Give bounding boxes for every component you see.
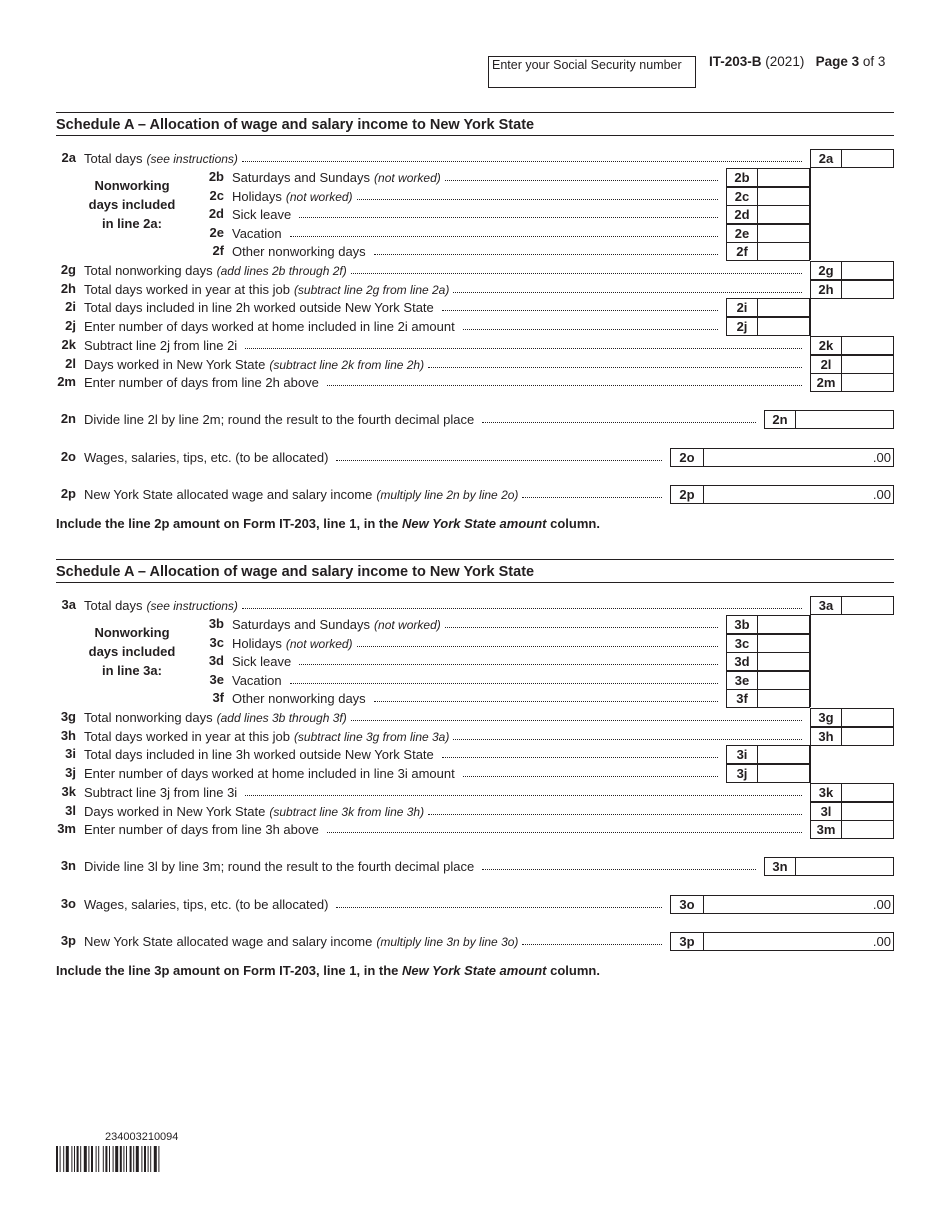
dot-leader [245,795,802,796]
dot-leader [463,329,718,330]
line-text: Subtract line 3j from line 3i [84,785,238,800]
nonworking-label: days included [88,644,176,659]
box-number: 3p [671,933,704,950]
line-text: New York State allocated wage and salary income [84,934,373,949]
entry-box[interactable] [810,280,894,299]
line-label [84,932,666,949]
line-note: (multiply line 3n by line 3o) [376,935,519,949]
schedule-title: Schedule A – Allocation of wage and salary income to New York State [56,564,894,583]
line-note: (see instructions) [146,599,238,613]
dot-leader [442,757,718,758]
line-text: Wages, salaries, tips, etc. (to be allocated) [84,897,329,912]
dot-leader [463,776,718,777]
entry-box[interactable] [810,596,894,615]
line-number: 3h [60,728,76,743]
line-text: Total days worked in year at this job [84,729,290,744]
line-text: Total days [84,151,143,166]
line-text: Enter number of days from line 2h above [84,375,319,390]
line-label [84,149,806,166]
entry-box[interactable] [726,242,810,261]
barcode-bar [56,1146,58,1172]
line-note: (subtract line 2k from line 2h) [269,358,425,372]
barcode-bar [71,1146,72,1172]
dot-leader [242,608,802,609]
barcode-bar [74,1146,75,1172]
entry-box[interactable] [726,168,810,187]
entry-box[interactable] [726,224,810,243]
line-text: Sick leave [232,654,292,669]
barcode-bar [154,1146,157,1172]
line-number: 3k [61,784,76,799]
dot-leader [445,627,718,628]
dot-leader [453,739,802,740]
line-number: 2o [60,449,76,464]
barcode-bar [80,1146,81,1172]
line-text: Enter number of days worked at home included in line 2i amount [84,319,455,334]
line-number: 2m [57,374,76,389]
line-number: 3d [208,653,224,668]
box-number: 3m [811,821,842,838]
box-number: 3l [811,803,842,820]
dot-leader [336,907,662,908]
line-label [84,410,760,427]
barcode-bar [63,1146,64,1172]
line-number: 2i [65,299,76,314]
dot-leader [290,236,718,237]
box-number: 3j [727,765,758,782]
line-text: Days worked in New York State [84,357,266,372]
line-number: 3l [65,803,76,818]
line-label [84,857,760,874]
line-label [84,783,806,800]
line-text: Saturdays and Sundays [232,170,371,185]
page-of: of 3 [862,54,886,69]
line-label [84,745,722,762]
dot-leader [445,180,718,181]
line-text: Vacation [232,673,282,688]
line-text: Saturdays and Sundays [232,617,371,632]
line-label [84,596,806,613]
form-id [709,54,885,69]
box-number: 3o [671,896,704,913]
form-number: IT-203-B [709,54,762,69]
entry-box[interactable] [810,783,894,802]
entry-box[interactable] [810,261,894,280]
line-text: Vacation [232,226,282,241]
barcode-bar [103,1146,104,1172]
line-note: (add lines 3b through 3f) [216,711,347,725]
box-number: 2j [727,318,758,335]
dot-leader [522,497,662,498]
line-number: 2h [60,281,76,296]
cents: .00 [872,897,891,912]
barcode-bar [66,1146,69,1172]
entry-box[interactable] [726,745,810,764]
entry-box[interactable] [726,671,810,690]
line-text: Total days included in line 3h worked outside New York State [84,747,434,762]
dot-leader [299,217,718,218]
line-note: (see instructions) [146,152,238,166]
barcode-bar [133,1146,134,1172]
line-label [232,634,722,651]
box-number: 3d [727,653,758,670]
line-note: (not worked) [285,637,353,651]
box-number: 3e [727,672,758,689]
line-label [84,280,806,297]
box-number: 3f [727,690,758,707]
line-label [84,336,806,353]
cents: .00 [872,934,891,949]
line-number: 3p [60,933,76,948]
barcode-bar [136,1146,139,1172]
entry-box[interactable] [726,298,810,317]
box-number: 3h [811,728,842,745]
box-number: 3k [811,784,842,801]
entry-box[interactable] [764,410,894,429]
ssn-placeholder: Enter your Social Security number [492,58,682,72]
box-number: 3b [727,616,758,633]
dot-leader [357,646,718,647]
line-text: Wages, salaries, tips, etc. (to be allocated) [84,450,329,465]
dot-leader [336,460,662,461]
entry-box[interactable] [670,895,894,914]
line-label [232,652,722,669]
line-number: 3m [57,821,76,836]
column-rule [810,298,811,336]
line-label [84,373,806,390]
line-label [84,317,722,334]
line-text: Total nonworking days [84,263,213,278]
barcode-bar [77,1146,79,1172]
dot-leader [482,422,756,423]
line-label [84,355,806,372]
line-number: 3j [65,765,76,780]
include-post: column. [546,516,600,531]
entry-box[interactable] [726,317,810,336]
box-number: 3c [727,635,758,652]
nonworking-label: days included [88,197,176,212]
entry-box[interactable] [810,336,894,355]
line-note: (not worked) [285,190,353,204]
line-note: (subtract line 3k from line 3h) [269,805,425,819]
entry-box[interactable] [726,652,810,671]
box-number: 2k [811,337,842,354]
entry-box[interactable] [670,448,894,467]
line-text: Divide line 2l by line 2m; round the result to the fourth decimal place [84,412,475,427]
barcode-bar [130,1146,132,1172]
barcode-bar [113,1146,114,1172]
dot-leader [351,273,802,274]
box-number: 2m [811,374,842,391]
box-number: 2e [727,225,758,242]
page-number: 3 [851,54,860,69]
line-text: Other nonworking days [232,244,366,259]
entry-box[interactable] [764,857,894,876]
line-number: 2k [61,337,76,352]
box-number: 2i [727,299,758,316]
cents: .00 [872,487,891,502]
form-year: (2021) [765,54,805,69]
dot-leader [245,348,802,349]
include-note [56,516,600,531]
line-text: Divide line 3l by line 3m; round the result to the fourth decimal place [84,859,475,874]
line-label [232,168,722,185]
entry-box[interactable] [810,373,894,392]
column-rule [810,168,811,260]
line-label [84,764,722,781]
dot-leader [453,292,802,293]
line-number: 3i [65,746,76,761]
line-note: (subtract line 3g from line 3a) [293,730,450,744]
entry-box[interactable] [726,615,810,634]
include-note [56,963,600,978]
line-note: (multiply line 2n by line 2o) [376,488,519,502]
line-number: 2g [60,262,76,277]
line-label [84,895,666,912]
box-number: 2b [727,169,758,186]
line-note: (add lines 2b through 2f) [216,264,347,278]
line-number: 2b [208,169,224,184]
line-text: Subtract line 2j from line 2i [84,338,238,353]
entry-box[interactable] [670,485,894,504]
box-number: 2h [811,281,842,298]
barcode-number: 234003210094 [105,1131,179,1143]
entry-box[interactable] [810,355,894,374]
line-label [84,298,722,315]
dot-leader [428,367,802,368]
line-label [84,485,666,502]
barcode-bar [91,1146,93,1172]
barcode-bar [120,1146,122,1172]
dot-leader [290,683,718,684]
line-text: Total nonworking days [84,710,213,725]
include-em: New York State amount [402,516,547,531]
barcode-bar [98,1146,99,1172]
barcode-image [56,1146,238,1172]
line-number: 2c [209,188,224,203]
line-number: 3b [208,616,224,631]
box-number: 2f [727,243,758,260]
line-text: New York State allocated wage and salary income [84,487,373,502]
barcode-bar [123,1146,124,1172]
barcode-bar [96,1146,97,1172]
entry-box[interactable] [670,932,894,951]
column-rule [810,745,811,783]
column-rule [810,615,811,707]
entry-box[interactable] [726,634,810,653]
line-number: 3f [212,690,224,705]
include-em: New York State amount [402,963,547,978]
entry-box[interactable] [810,820,894,839]
barcode-bar [141,1146,142,1172]
line-label [84,448,666,465]
box-number: 2a [811,150,842,167]
line-label [84,708,806,725]
include-pre: Include the line 2p amount on Form IT-203, line 1, in the [56,516,402,531]
line-text: Enter number of days from line 3h above [84,822,319,837]
line-note: (not worked) [374,171,441,185]
line-label [232,689,722,706]
dot-leader [374,701,718,702]
dot-leader [374,254,718,255]
line-label [84,802,806,819]
box-number: 3n [765,858,796,875]
line-number: 3n [60,858,76,873]
line-number: 3e [209,672,224,687]
line-number: 2l [65,356,76,371]
dot-leader [482,869,756,870]
line-text: Total days included in line 2h worked outside New York State [84,300,434,315]
box-number: 2g [811,262,842,279]
line-text: Holidays [232,636,282,651]
line-label [84,727,806,744]
entry-box[interactable] [810,149,894,168]
box-number: 2c [727,188,758,205]
line-number: 2j [65,318,76,333]
barcode-bar [88,1146,89,1172]
page-label: Page [815,54,848,69]
entry-box[interactable] [810,708,894,727]
line-text: Days worked in New York State [84,804,266,819]
barcode-bar [84,1146,87,1172]
dot-leader [357,199,718,200]
entry-box[interactable] [726,689,810,708]
box-number: 3g [811,709,842,726]
line-text: Total days [84,598,143,613]
barcode-bar [126,1146,127,1172]
include-pre: Include the line 3p amount on Form IT-203, line 1, in the [56,963,402,978]
dot-leader [351,720,802,721]
nonworking-label: in line 2a: [102,216,162,231]
line-number: 2d [208,206,224,221]
barcode-bar [158,1146,159,1172]
entry-box[interactable] [726,205,810,224]
line-text: Other nonworking days [232,691,366,706]
barcode-bar [148,1146,149,1172]
box-number: 2p [671,486,704,503]
line-label [232,205,722,222]
line-note: (not worked) [374,618,441,632]
line-number: 3c [209,635,224,650]
nonworking-label: Nonworking [94,625,170,640]
include-post: column. [546,963,600,978]
dot-leader [242,161,802,162]
nonworking-label: Nonworking [94,178,170,193]
box-number: 2l [811,356,842,373]
box-number: 3a [811,597,842,614]
dot-leader [442,310,718,311]
box-number: 2n [765,411,796,428]
barcode-bar [115,1146,118,1172]
entry-box[interactable] [810,727,894,746]
dot-leader [522,944,662,945]
dot-leader [327,385,802,386]
line-note: (subtract line 2g from line 2a) [293,283,450,297]
box-number: 2o [671,449,704,466]
barcode-bar [150,1146,151,1172]
line-number: 2f [212,243,224,258]
line-text: Sick leave [232,207,292,222]
entry-box[interactable] [726,187,810,206]
schedule-title: Schedule A – Allocation of wage and salary income to New York State [56,117,894,136]
line-number: 2e [209,225,224,240]
line-label [232,187,722,204]
barcode-bar [109,1146,110,1172]
line-label [232,671,722,688]
line-number: 2p [60,486,76,501]
box-number: 3i [727,746,758,763]
line-number: 3g [60,709,76,724]
box-number: 2d [727,206,758,223]
entry-box[interactable] [726,764,810,783]
ssn-field[interactable] [488,56,696,88]
line-label [84,261,806,278]
line-text: Holidays [232,189,282,204]
dot-leader [327,832,802,833]
barcode-bar [144,1146,146,1172]
dot-leader [299,664,718,665]
line-number: 2a [61,150,76,165]
line-number: 3o [60,896,76,911]
cents: .00 [872,450,891,465]
line-number: 3a [61,597,76,612]
line-label [232,224,722,241]
entry-box[interactable] [810,802,894,821]
line-label [232,615,722,632]
barcode-bar [60,1146,61,1172]
line-label [232,242,722,259]
line-text: Enter number of days worked at home included in line 3i amount [84,766,455,781]
dot-leader [428,814,802,815]
line-number: 2n [60,411,76,426]
line-text: Total days worked in year at this job [84,282,290,297]
nonworking-label: in line 3a: [102,663,162,678]
line-label [84,820,806,837]
barcode-bar [105,1146,107,1172]
